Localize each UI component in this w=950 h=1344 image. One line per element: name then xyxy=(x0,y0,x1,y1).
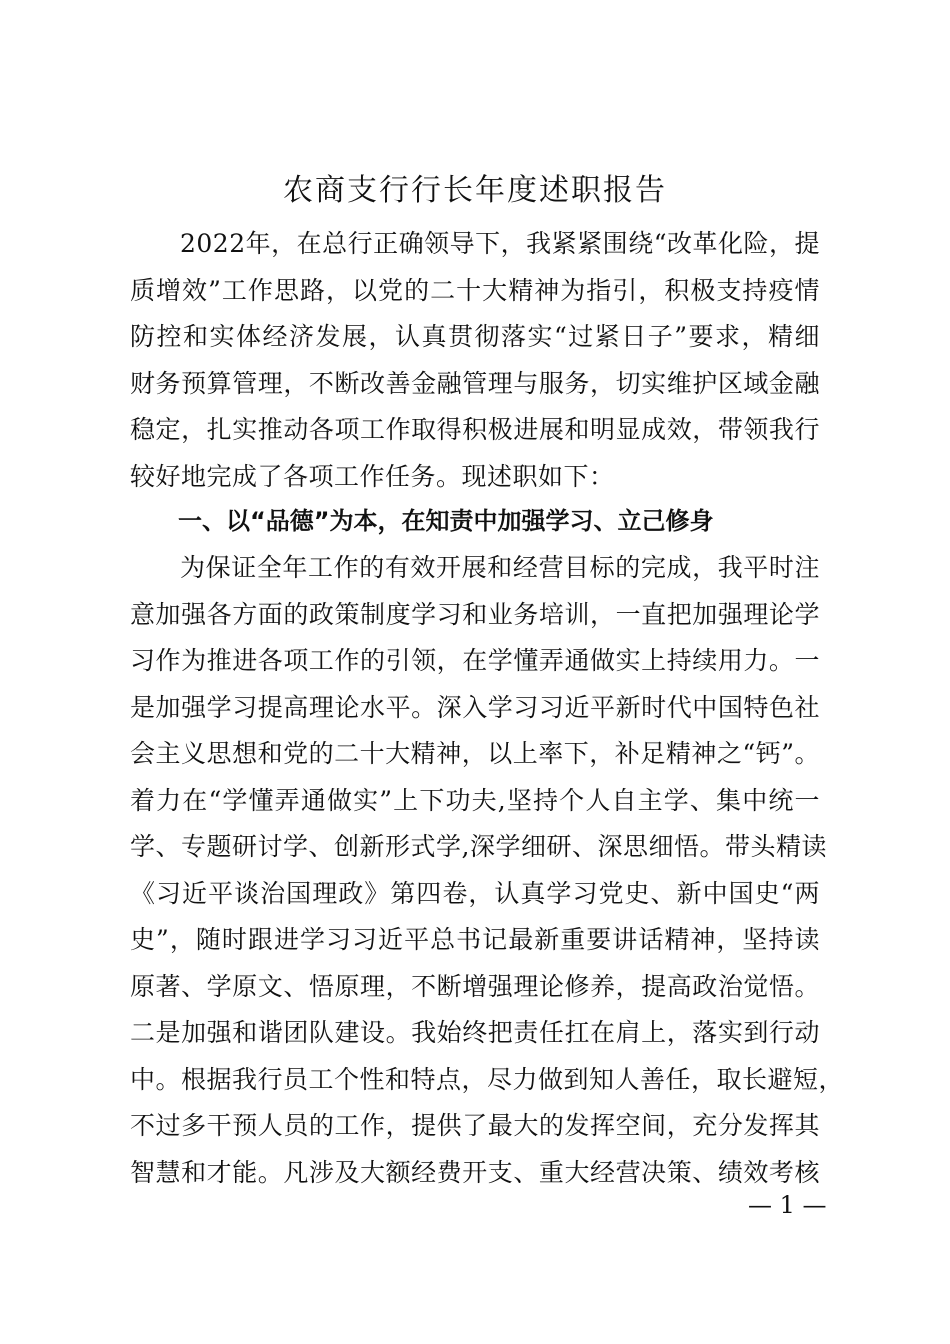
section-line: 为保证全年工作的有效开展和经营目标的完成，我平时注 xyxy=(180,553,820,582)
intro-line: 稳定，扎实推动各项工作取得积极进展和明显成效，带领我行 xyxy=(130,415,820,444)
intro-line: 2022年，在总行正确领导下，我紧紧围绕“改革化险，提 xyxy=(180,229,820,258)
section-line: 智慧和才能。凡涉及大额经费开支、重大经营决策、绩效考核 xyxy=(130,1157,820,1187)
section-line: 是加强学习提高理论水平。深入学习习近平新时代中国特色社 xyxy=(130,692,820,722)
section-paragraph xyxy=(130,545,845,1196)
section-line: 原著、学原文、悟原理，不断增强理论修养，提高政治觉悟。 xyxy=(130,971,820,1001)
page-number: — 1 — xyxy=(748,1191,827,1219)
section-line: 习作为推进各项工作的引领，在学懂弄通做实上持续用力。一 xyxy=(130,646,820,675)
section-line: 意加强各方面的政策制度学习和业务培训，一直把加强理论学 xyxy=(130,599,820,629)
section-heading: 一、以“品德”为本，在知责中加强学习、立己修身 xyxy=(178,507,714,535)
section-line: 二是加强和谐团队建设。我始终把责任扛在肩上，落实到行动 xyxy=(130,1018,820,1047)
section-line: 史”，随时跟进学习习近平总书记最新重要讲话精神，坚持读 xyxy=(130,925,820,954)
document-title: 农商支行行长年度述职报告 xyxy=(283,173,667,208)
section-line: 中。根据我行员工个性和特点，尽力做到知人善任，取长避短， xyxy=(130,1064,845,1094)
intro-line: 防控和实体经济发展，认真贯彻落实“过紧日子”要求，精细 xyxy=(130,322,820,351)
section-line: 学、专题研讨学、创新形式学,深学细研、深思细悟。带头精读 xyxy=(130,832,827,861)
intro-line: 质增效”工作思路，以党的二十大精神为指引，积极支持疫情 xyxy=(130,275,820,305)
section-line: 不过多干预人员的工作，提供了最大的发挥空间，充分发挥其 xyxy=(130,1111,820,1140)
section-line: 《习近平谈治国理政》第四卷，认真学习党史、新中国史“两 xyxy=(130,878,820,908)
intro-paragraph xyxy=(130,221,820,500)
section-line: 着力在“学懂弄通做实”上下功夫,坚持个人自主学、集中统一 xyxy=(130,785,820,815)
intro-line: 较好地完成了各项工作任务。现述职如下： xyxy=(130,461,615,491)
intro-line: 财务预算管理，不断改善金融管理与服务，切实维护区域金融 xyxy=(130,368,820,398)
section-line: 会主义思想和党的二十大精神，以上率下，补足精神之“钙”。 xyxy=(130,739,820,768)
